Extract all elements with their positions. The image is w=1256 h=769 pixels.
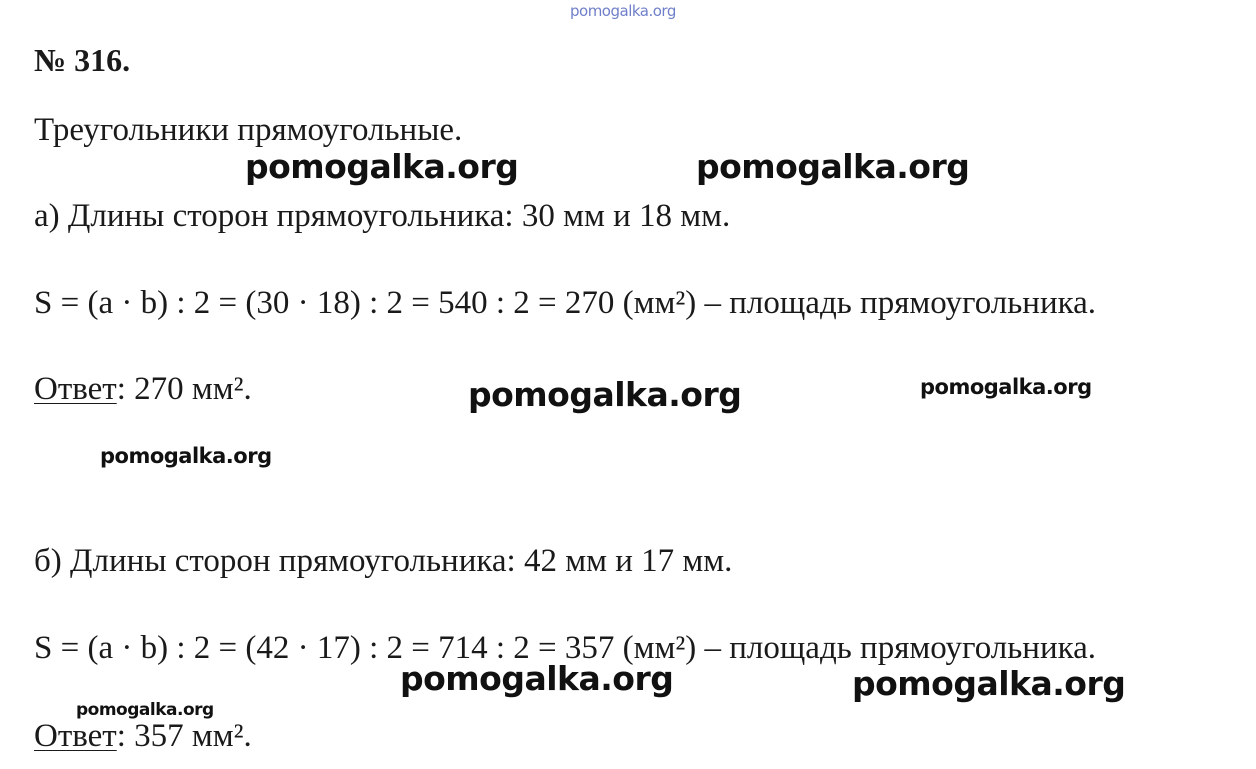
intro-text: Треугольники прямоугольные. xyxy=(34,112,463,148)
watermark: pomogalka.org xyxy=(852,664,1126,703)
watermark: pomogalka.org xyxy=(100,444,272,468)
watermark: pomogalka.org xyxy=(468,375,742,414)
answer-value: : 357 мм². xyxy=(116,718,252,754)
watermark: pomogalka.org xyxy=(76,700,214,720)
watermark: pomogalka.org xyxy=(696,147,970,186)
part-a-answer xyxy=(34,369,252,409)
problem-number: № 316. xyxy=(34,42,131,78)
answer-label: Ответ xyxy=(34,371,117,407)
answer-value: : 270 мм². xyxy=(116,371,252,407)
watermark: pomogalka.org xyxy=(400,659,674,698)
part-b-answer xyxy=(34,716,252,756)
answer-label: Ответ xyxy=(34,718,117,754)
part-a-sides: а) Длины сторон прямоугольника: 30 мм и 18 мм. xyxy=(34,198,731,234)
watermark: pomogalka.org xyxy=(920,375,1092,399)
part-b-sides: б) Длины сторон прямоугольника: 42 мм и 17 мм. xyxy=(34,543,733,579)
watermark-top: pomogalka.org xyxy=(570,2,676,20)
part-b-formula: S = (a · b) : 2 = (42 · 17) : 2 = 714 : 2 = 357 (мм²) – площадь прямоугольника. xyxy=(34,630,1097,666)
part-a-formula: S = (a · b) : 2 = (30 · 18) : 2 = 540 : 2 = 270 (мм²) – площадь прямоугольника. xyxy=(34,285,1097,321)
watermark: pomogalka.org xyxy=(245,147,519,186)
